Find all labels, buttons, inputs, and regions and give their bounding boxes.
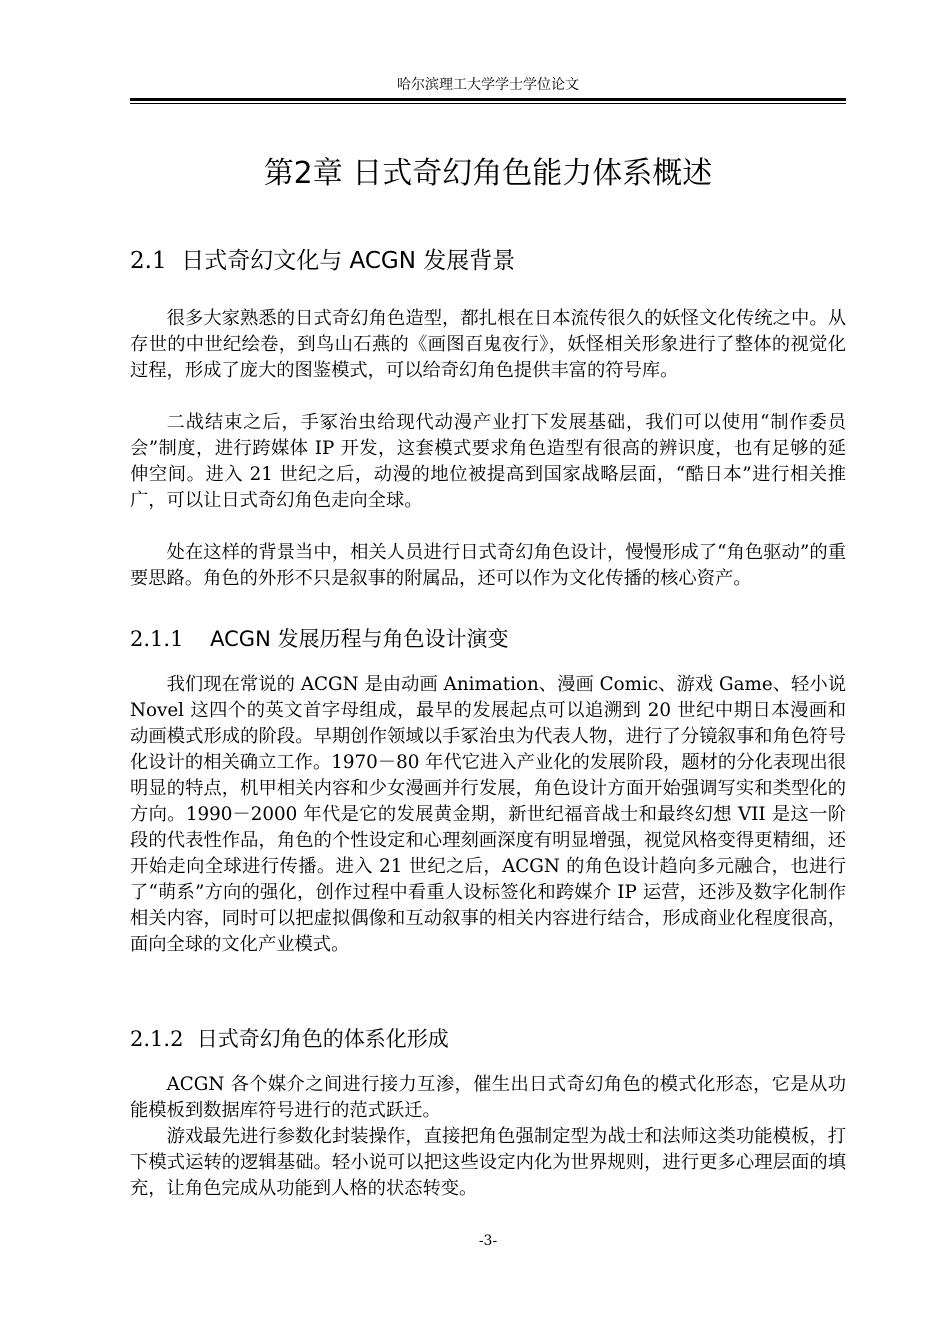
section-title: 日式奇幻角色的体系化形成	[196, 1027, 449, 1051]
section-title: 日式奇幻文化与 ACGN 发展背景	[181, 248, 516, 274]
section-number: 2.1.1	[130, 627, 184, 651]
paragraph: 二战结束之后，手冢治虫给现代动漫产业打下发展基础，我们可以使用“制作委员会”制度，进行跨媒体 IP 开发，这套模式要求角色造型有很高的辨识度，也有足够的延伸空间。进入 21 世纪之后，动漫的地位被提高到国家战略层面，“酷日本”进行相关推广，可以让日式奇幻角色走向全球。	[130, 412, 846, 511]
paragraph: 处在这样的背景当中，相关人员进行日式奇幻角色设计，慢慢形成了“角色驱动”的重要思路。角色的外形不只是叙事的附属品，还可以作为文化传播的核心资产。	[130, 542, 846, 589]
page-number: -3-	[478, 1233, 498, 1249]
paragraph: 我们现在常说的 ACGN 是由动画 Animation、漫画 Comic、游戏 Game、轻小说 Novel 这四个的英文首字母组成，最早的发展起点可以追溯到 20 世纪中期日本漫画和动画模式形成的阶段。早期创作领域以手冢治虫为代表人物，进行了分镜叙事和角色符号化设计的相关确立工作。1970－80 年代它进入产业化的发展阶段，题材的分化表现出很明显的特点，机甲相关内容和少女漫画并行发展，角色设计方面开始强调写实和类型化的方向。1990－2000 年代是它的发展黄金期，新世纪福音战士和最终幻想 VII 是这一阶段的代表性作品，角色的个性设定和心理刻画深度有明显增强，视觉风格变得更精细，还开始走向全球进行传播。进入 21 世纪之后，ACGN 的角色设计趋向多元融合，也进行了“萌系”方向的强化，创作过程中看重人设标签化和跨媒介 IP 运营，还涉及数字化制作相关内容，同时可以把虚拟偶像和互动叙事的相关内容进行结合，形成商业化程度很高，面向全球的文化产业模式。	[130, 674, 846, 955]
section-2-1-2-heading	[130, 1024, 846, 1054]
header-rule-thick	[130, 98, 846, 101]
running-header: 哈尔滨理工大学学士学位论文	[397, 77, 579, 93]
paragraph: ACGN 各个媒介之间进行接力互渗，催生出日式奇幻角色的模式化形态，它是从功能模板到数据库符号进行的范式跃迁。	[130, 1074, 846, 1121]
section-title: ACGN 发展历程与角色设计演变	[210, 627, 509, 651]
section-2-1-heading	[130, 245, 846, 277]
header-rule-thin	[130, 103, 846, 104]
section-number: 2.1.2	[130, 1027, 184, 1051]
chapter-title: 第2章 日式奇幻角色能力体系概述	[263, 156, 713, 191]
section-2-1-1-heading	[130, 624, 846, 654]
section-number: 2.1	[130, 248, 167, 274]
paragraph: 很多大家熟悉的日式奇幻角色造型，都扎根在日本流传很久的妖怪文化传统之中。从存世的中世纪绘卷，到鸟山石燕的《画图百鬼夜行》，妖怪相关形象进行了整体的视觉化过程，形成了庞大的图鉴模式，可以给奇幻角色提供丰富的符号库。	[130, 308, 846, 381]
paragraph: 游戏最先进行参数化封装操作，直接把角色强制定型为战士和法师这类功能模板，打下模式运转的逻辑基础。轻小说可以把这些设定内化为世界规则，进行更多心理层面的填充，让角色完成从功能到人格的状态转变。	[130, 1126, 846, 1199]
